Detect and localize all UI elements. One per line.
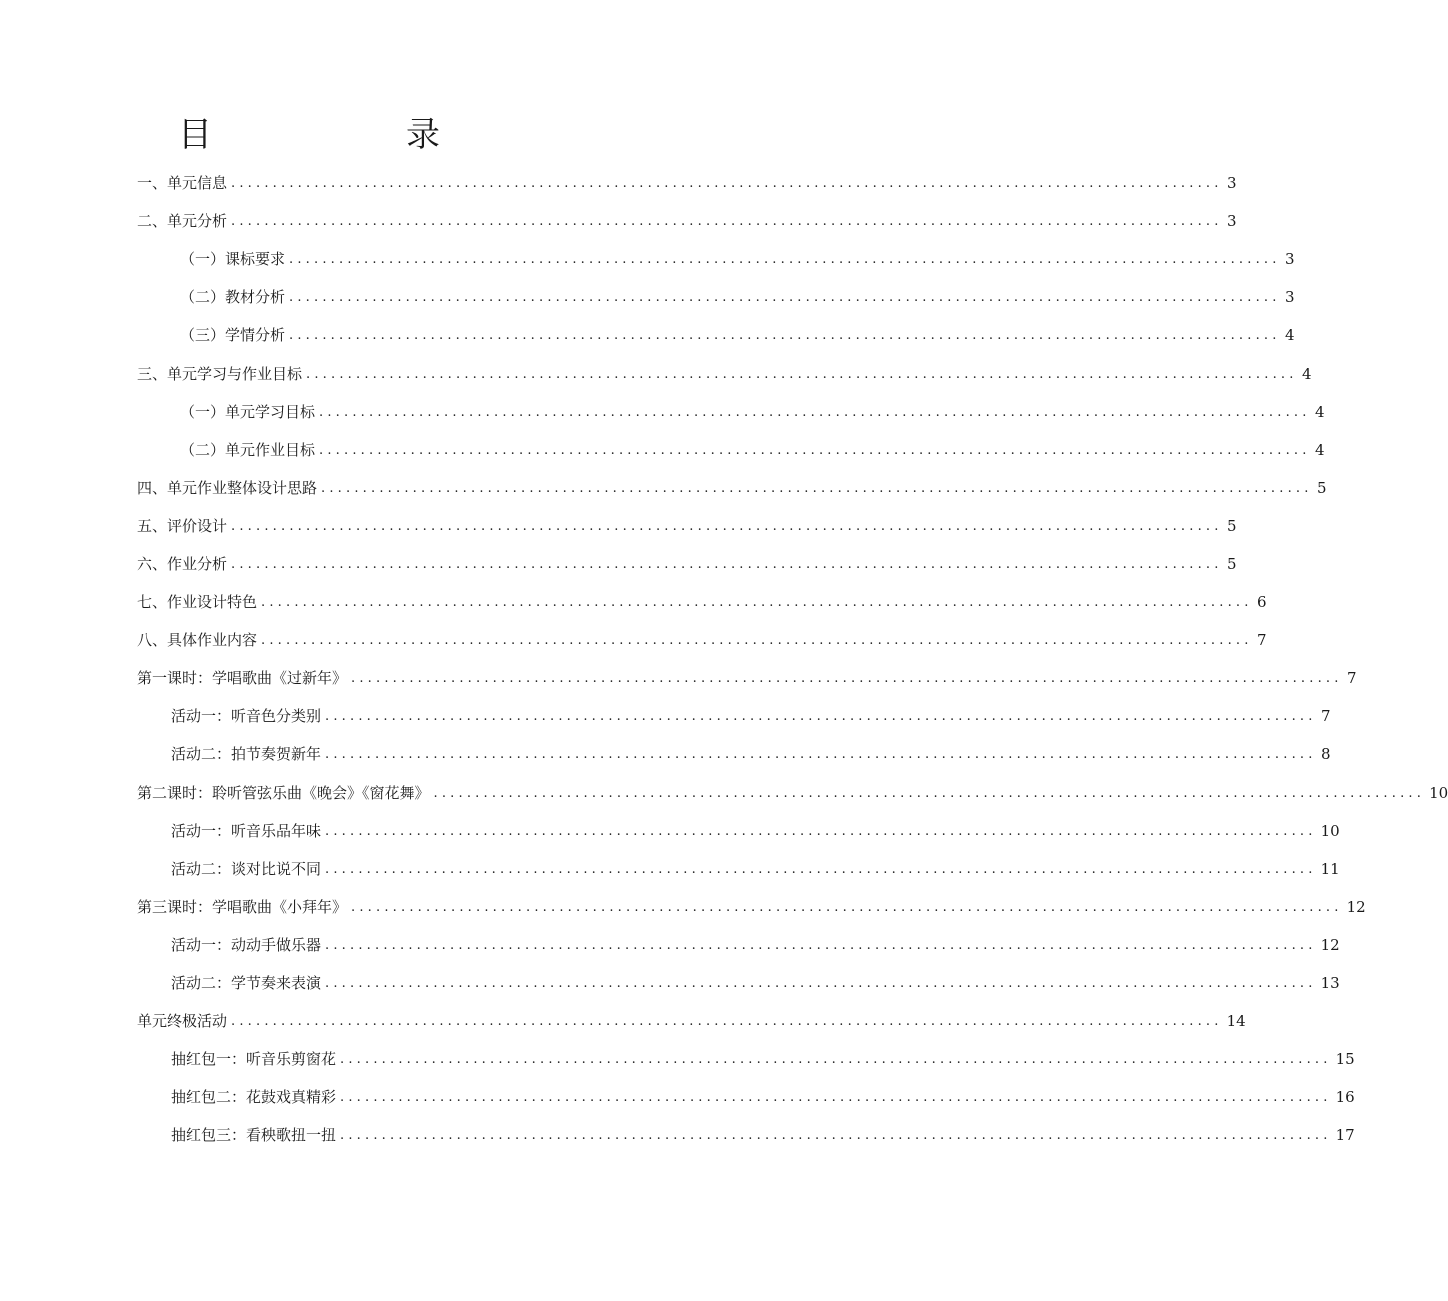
toc-entry[interactable] bbox=[0, 621, 1267, 659]
toc-entry[interactable] bbox=[0, 1040, 1355, 1078]
toc-entry-label: 六、作业分析 bbox=[137, 554, 228, 573]
toc-entry[interactable] bbox=[0, 1116, 1355, 1154]
toc-entry-page-number: 17 bbox=[1335, 1126, 1355, 1145]
toc-entry-page-number: 3 bbox=[1227, 212, 1237, 231]
toc-entry[interactable] bbox=[0, 164, 1237, 202]
toc-entry-label: （三）学情分析 bbox=[180, 326, 286, 345]
toc-entry-label: 活动一：听音色分类别 bbox=[171, 707, 322, 726]
toc-dot-leader: ....................................................................................................................... bbox=[340, 1090, 1332, 1106]
toc-entry[interactable] bbox=[0, 697, 1331, 735]
toc-entry-page-number: 5 bbox=[1227, 516, 1237, 535]
toc-entry-label: （二）单元作业目标 bbox=[180, 440, 316, 459]
toc-entry-label: 二、单元分析 bbox=[137, 212, 228, 231]
toc-dot-leader: ....................................................................................................................... bbox=[231, 176, 1223, 192]
toc-entry[interactable] bbox=[0, 202, 1237, 240]
toc-entry[interactable] bbox=[0, 1002, 1246, 1040]
toc-entry[interactable] bbox=[0, 545, 1237, 583]
toc-entry[interactable] bbox=[0, 469, 1327, 507]
toc-dot-leader: ....................................................................................................................... bbox=[231, 214, 1223, 230]
toc-dot-leader: ....................................................................................................................... bbox=[325, 823, 1317, 839]
toc-entry-label: 活动一：动动手做乐器 bbox=[171, 935, 322, 954]
toc-dot-leader: ....................................................................................................................... bbox=[289, 290, 1281, 306]
toc-title-char-1: 目 bbox=[178, 115, 212, 155]
toc-dot-leader: ....................................................................................................................... bbox=[351, 899, 1343, 915]
toc-entry[interactable] bbox=[0, 431, 1325, 469]
toc-entry-label: 抽红包三：看秧歌扭一扭 bbox=[171, 1126, 337, 1145]
toc-dot-leader: ....................................................................................................................... bbox=[325, 937, 1317, 953]
toc-dot-leader: ....................................................................................................................... bbox=[261, 633, 1253, 649]
toc-dot-leader: ....................................................................................................................... bbox=[289, 252, 1281, 268]
toc-dot-leader: ....................................................................................................................... bbox=[319, 404, 1311, 420]
toc-entry-label: 抽红包二：花鼓戏真精彩 bbox=[171, 1088, 337, 1107]
toc-entry[interactable] bbox=[0, 812, 1340, 850]
toc-entry[interactable] bbox=[0, 583, 1267, 621]
toc-entry-page-number: 12 bbox=[1320, 935, 1340, 954]
toc-entry-page-number: 4 bbox=[1315, 440, 1325, 459]
toc-entry[interactable] bbox=[0, 507, 1237, 545]
toc-entry[interactable] bbox=[0, 850, 1340, 888]
toc-entry-label: 活动二：谈对比说不同 bbox=[171, 859, 322, 878]
toc-entry-label: 第三课时：学唱歌曲《小拜年》 bbox=[137, 897, 348, 916]
toc-entry-page-number: 7 bbox=[1347, 669, 1357, 688]
toc-entry-label: 活动二：拍节奏贺新年 bbox=[171, 745, 322, 764]
toc-entry[interactable] bbox=[0, 964, 1340, 1002]
toc-entry-label: 活动二：学节奏来表演 bbox=[171, 974, 322, 993]
toc-dot-leader: ....................................................................................................................... bbox=[231, 1014, 1223, 1030]
toc-entry[interactable] bbox=[0, 926, 1340, 964]
toc-entry[interactable] bbox=[0, 393, 1325, 431]
toc-dot-leader: ....................................................................................................................... bbox=[261, 595, 1253, 611]
toc-entry-label: 第一课时：学唱歌曲《过新年》 bbox=[137, 669, 348, 688]
toc-entry-page-number: 16 bbox=[1335, 1088, 1355, 1107]
toc-entry-label: 五、评价设计 bbox=[137, 516, 228, 535]
toc-entry[interactable] bbox=[0, 240, 1295, 278]
toc-entry-page-number: 12 bbox=[1346, 897, 1366, 916]
toc-entry-label: （一）课标要求 bbox=[180, 250, 286, 269]
toc-dot-leader: ....................................................................................................................... bbox=[351, 671, 1343, 687]
toc-entry[interactable] bbox=[0, 278, 1295, 316]
toc-entry-label: 七、作业设计特色 bbox=[137, 593, 258, 612]
table-of-contents bbox=[0, 164, 1448, 1154]
toc-entry-page-number: 3 bbox=[1227, 174, 1237, 193]
toc-entry[interactable] bbox=[0, 1078, 1355, 1116]
toc-entry-label: 八、具体作业内容 bbox=[137, 631, 258, 650]
toc-entry-page-number: 10 bbox=[1320, 821, 1340, 840]
toc-entry[interactable] bbox=[0, 774, 1448, 812]
toc-entry-label: 活动一：听音乐品年味 bbox=[171, 821, 322, 840]
toc-entry[interactable] bbox=[0, 316, 1295, 354]
toc-entry-page-number: 8 bbox=[1321, 745, 1331, 764]
toc-entry-page-number: 13 bbox=[1320, 974, 1340, 993]
toc-dot-leader: ....................................................................................................................... bbox=[231, 556, 1223, 572]
toc-entry[interactable] bbox=[0, 735, 1331, 773]
toc-dot-leader: ....................................................................................................................... bbox=[306, 366, 1298, 382]
toc-dot-leader: ....................................................................................................................... bbox=[321, 480, 1313, 496]
toc-entry-page-number: 10 bbox=[1429, 783, 1448, 802]
toc-entry-label: （一）单元学习目标 bbox=[180, 402, 316, 421]
toc-dot-leader: ....................................................................................................................... bbox=[289, 328, 1281, 344]
toc-dot-leader: ....................................................................................................................... bbox=[325, 747, 1317, 763]
toc-entry-label: （二）教材分析 bbox=[180, 288, 286, 307]
toc-entry-page-number: 11 bbox=[1320, 859, 1340, 878]
toc-dot-leader: ....................................................................................................................... bbox=[325, 709, 1317, 725]
toc-entry-label: 单元终极活动 bbox=[137, 1012, 228, 1031]
toc-entry-label: 第二课时：聆听管弦乐曲《晚会》《窗花舞》 bbox=[137, 783, 430, 802]
toc-entry-label: 三、单元学习与作业目标 bbox=[137, 364, 303, 383]
toc-entry-page-number: 5 bbox=[1317, 478, 1327, 497]
toc-entry-page-number: 3 bbox=[1285, 250, 1295, 269]
toc-entry-page-number: 7 bbox=[1321, 707, 1331, 726]
toc-entry-label: 四、单元作业整体设计思路 bbox=[137, 478, 318, 497]
toc-dot-leader: ....................................................................................................................... bbox=[231, 518, 1223, 534]
toc-entry-page-number: 5 bbox=[1227, 554, 1237, 573]
toc-entry-label: 一、单元信息 bbox=[137, 174, 228, 193]
toc-title-char-2: 录 bbox=[406, 115, 440, 155]
toc-entry-page-number: 4 bbox=[1315, 402, 1325, 421]
toc-entry[interactable] bbox=[0, 354, 1312, 392]
toc-dot-leader: ....................................................................................................................... bbox=[319, 442, 1311, 458]
toc-entry-page-number: 14 bbox=[1226, 1012, 1246, 1031]
toc-title bbox=[178, 112, 440, 158]
toc-dot-leader: ....................................................................................................................... bbox=[340, 1128, 1332, 1144]
toc-entry[interactable] bbox=[0, 888, 1366, 926]
toc-dot-leader: ....................................................................................................................... bbox=[325, 861, 1317, 877]
toc-entry-page-number: 7 bbox=[1257, 631, 1267, 650]
toc-dot-leader: ....................................................................................................................... bbox=[325, 976, 1317, 992]
toc-entry-page-number: 4 bbox=[1302, 364, 1312, 383]
toc-entry-page-number: 4 bbox=[1285, 326, 1295, 345]
toc-entry-page-number: 3 bbox=[1285, 288, 1295, 307]
toc-entry-page-number: 15 bbox=[1335, 1050, 1355, 1069]
toc-entry-page-number: 6 bbox=[1257, 593, 1267, 612]
toc-dot-leader: ....................................................................................................................... bbox=[340, 1052, 1332, 1068]
toc-dot-leader: ....................................................................................................................... bbox=[433, 785, 1426, 801]
toc-entry-label: 抽红包一：听音乐剪窗花 bbox=[171, 1050, 337, 1069]
toc-entry[interactable] bbox=[0, 659, 1357, 697]
